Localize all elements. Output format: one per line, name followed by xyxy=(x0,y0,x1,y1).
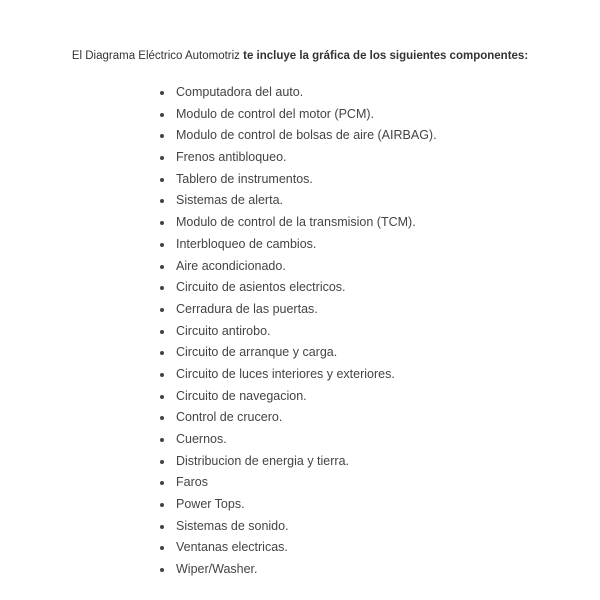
bullet-icon xyxy=(160,460,164,464)
list-item-text: Circuito antirobo. xyxy=(176,323,271,338)
list-item-text: Power Tops. xyxy=(176,497,245,512)
list-item-text: Circuito de asientos electricos. xyxy=(176,280,346,295)
list-item-text: Circuito de arranque y carga. xyxy=(176,345,338,360)
list-item xyxy=(160,277,437,299)
list-item xyxy=(160,190,437,212)
list-item xyxy=(160,299,437,321)
list-item xyxy=(160,342,437,364)
bullet-icon xyxy=(160,373,164,377)
list-item-text: Sistemas de sonido. xyxy=(176,518,289,533)
components-list xyxy=(160,82,437,581)
list-item-text: Wiper/Washer. xyxy=(176,562,258,577)
bullet-icon xyxy=(160,481,164,485)
list-item xyxy=(160,169,437,191)
bullet-icon xyxy=(160,156,164,160)
bullet-icon xyxy=(160,113,164,117)
list-item-text: Circuito de luces interiores y exteriores. xyxy=(176,366,395,381)
list-item xyxy=(160,256,437,278)
bullet-icon xyxy=(160,178,164,182)
list-item-text: Faros xyxy=(176,475,208,490)
bullet-icon xyxy=(160,330,164,334)
bullet-icon xyxy=(160,134,164,138)
list-item xyxy=(160,559,437,581)
list-item xyxy=(160,537,437,559)
bullet-icon xyxy=(160,199,164,203)
list-item-text: Interbloqueo de cambios. xyxy=(176,236,317,251)
list-item xyxy=(160,386,437,408)
list-item xyxy=(160,104,437,126)
list-item xyxy=(160,212,437,234)
list-item-text: Modulo de control de la transmision (TCM). xyxy=(176,215,416,230)
list-item xyxy=(160,472,437,494)
list-item xyxy=(160,82,437,104)
list-item xyxy=(160,234,437,256)
intro-bold-text: te incluye la gráfica de los siguientes componentes: xyxy=(243,49,529,62)
list-item xyxy=(160,125,437,147)
list-item-text: Distribucion de energia y tierra. xyxy=(176,453,349,468)
bullet-icon xyxy=(160,91,164,95)
list-item-text: Tablero de instrumentos. xyxy=(176,171,313,186)
bullet-icon xyxy=(160,308,164,312)
bullet-icon xyxy=(160,416,164,420)
bullet-icon xyxy=(160,221,164,225)
bullet-icon xyxy=(160,438,164,442)
list-item xyxy=(160,429,437,451)
list-item-text: Aire acondicionado. xyxy=(176,258,286,273)
intro-paragraph xyxy=(60,48,540,65)
bullet-icon xyxy=(160,286,164,290)
list-item xyxy=(160,407,437,429)
list-item xyxy=(160,364,437,386)
intro-normal-text: El Diagrama Eléctrico Automotriz xyxy=(71,49,240,62)
bullet-icon xyxy=(160,568,164,572)
list-item-text: Cerradura de las puertas. xyxy=(176,301,318,316)
list-item xyxy=(160,516,437,538)
list-item-text: Modulo de control de bolsas de aire (AIRBAG). xyxy=(176,128,437,143)
list-item-text: Computadora del auto. xyxy=(176,85,304,99)
bullet-icon xyxy=(160,243,164,247)
bullet-icon xyxy=(160,351,164,355)
list-item xyxy=(160,321,437,343)
list-item xyxy=(160,147,437,169)
bullet-icon xyxy=(160,546,164,550)
list-item xyxy=(160,451,437,473)
list-item xyxy=(160,494,437,516)
list-item-text: Sistemas de alerta. xyxy=(176,193,283,208)
list-item-text: Circuito de navegacion. xyxy=(176,388,307,403)
list-item-text: Modulo de control del motor (PCM). xyxy=(176,106,374,121)
list-item-text: Cuernos. xyxy=(176,432,227,446)
bullet-icon xyxy=(160,265,164,269)
list-item-text: Ventanas electricas. xyxy=(176,540,288,555)
list-item-text: Control de crucero. xyxy=(176,410,283,425)
bullet-icon xyxy=(160,525,164,529)
list-item-text: Frenos antibloqueo. xyxy=(176,150,287,165)
bullet-icon xyxy=(160,395,164,399)
bullet-icon xyxy=(160,503,164,507)
